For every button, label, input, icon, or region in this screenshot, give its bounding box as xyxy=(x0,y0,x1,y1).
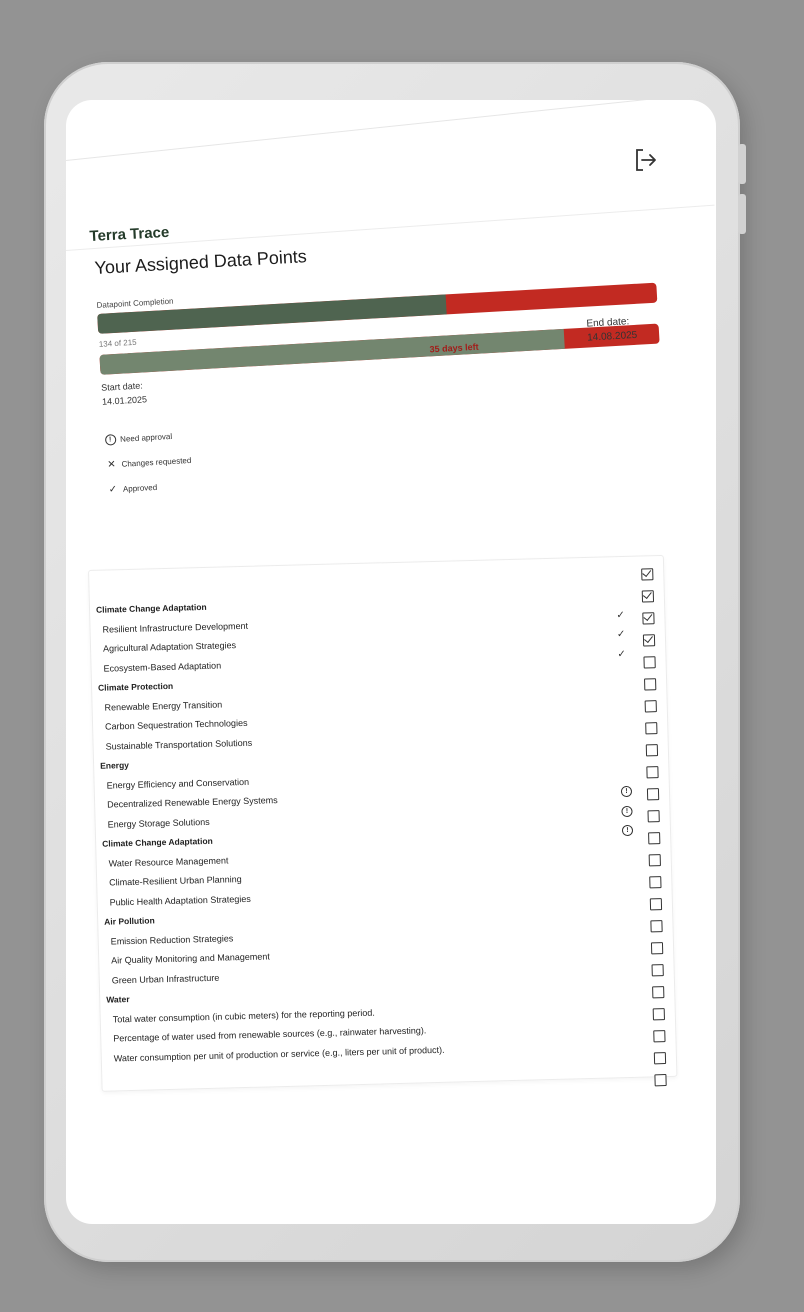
datapoint-label: Public Health Adaptation Strategies xyxy=(109,893,251,908)
row-checkbox[interactable] xyxy=(647,788,659,800)
alert-circle-icon: ! xyxy=(104,434,117,446)
category-label: Climate Protection xyxy=(97,680,174,693)
datapoints-panel xyxy=(88,555,677,1092)
row-checkbox[interactable] xyxy=(641,568,653,580)
volume-button xyxy=(738,194,746,234)
datapoint-label: Air Quality Monitoring and Management xyxy=(111,951,270,966)
datapoint-label: Resilient Infrastructure Development xyxy=(102,620,249,635)
completion-label: Datapoint Completion xyxy=(96,296,174,310)
row-checkbox[interactable] xyxy=(642,590,654,602)
row-checkbox[interactable] xyxy=(646,744,658,756)
days-left: 35 days left xyxy=(429,341,479,355)
status-legend xyxy=(104,403,667,495)
legend-label: Approved xyxy=(122,482,158,494)
legend-label: Changes requested xyxy=(121,455,192,469)
row-checkbox[interactable] xyxy=(645,722,657,734)
datapoint-list xyxy=(96,587,628,1068)
category-label: Water xyxy=(106,994,130,1005)
row-checkbox[interactable] xyxy=(649,876,661,888)
row-checkbox[interactable] xyxy=(647,810,659,822)
datapoint-label: Total water consumption (in cubic meters) for the reporting period. xyxy=(112,1007,375,1025)
row-checkbox[interactable] xyxy=(650,898,662,910)
alert-circle-icon: ! xyxy=(622,824,633,836)
row-checkbox[interactable] xyxy=(654,1052,666,1064)
datapoint-label: Climate-Resilient Urban Planning xyxy=(109,874,242,888)
row-checkbox[interactable] xyxy=(650,920,662,932)
datapoint-label: Renewable Energy Transition xyxy=(104,699,223,713)
datapoint-label: Decentralized Renewable Energy Systems xyxy=(107,795,278,810)
header-divider xyxy=(66,100,713,161)
completion-count: 134 of 215 xyxy=(98,337,137,349)
page-title: Your Assigned Data Points xyxy=(94,246,308,278)
row-checkbox[interactable] xyxy=(643,634,655,646)
start-date-value: 14.01.2025 xyxy=(101,394,148,407)
datapoint-label: Water Resource Management xyxy=(108,854,229,869)
row-checkbox[interactable] xyxy=(653,1030,665,1042)
start-date xyxy=(101,378,148,408)
row-checkbox[interactable] xyxy=(642,612,654,624)
tablet-frame xyxy=(44,62,740,1262)
datapoint-label: Water consumption per unit of production or service (e.g., liters per unit of product). xyxy=(113,1044,445,1063)
power-button xyxy=(738,144,746,184)
screen xyxy=(66,100,716,1224)
row-checkbox[interactable] xyxy=(649,854,661,866)
category-label: Air Pollution xyxy=(104,915,155,927)
category-label: Energy xyxy=(99,759,130,771)
alert-circle-icon: ! xyxy=(621,804,632,816)
datapoint-label: Energy Efficiency and Conservation xyxy=(106,776,250,791)
end-date-label: End date: xyxy=(586,316,630,330)
row-checkbox[interactable] xyxy=(653,1008,665,1020)
end-date-value: 14.08.2025 xyxy=(586,329,638,344)
check-icon: ✓ xyxy=(617,648,626,660)
end-date xyxy=(586,315,638,346)
app-logo: Terra Trace xyxy=(89,223,170,245)
x-icon: ✕ xyxy=(107,459,117,471)
row-checkbox[interactable] xyxy=(648,832,660,844)
datapoint-label: Agricultural Adaptation Strategies xyxy=(102,640,237,654)
row-checkbox[interactable] xyxy=(652,964,664,976)
checkbox-column xyxy=(641,568,669,1096)
legend-label: Need approval xyxy=(119,431,173,444)
start-date-label: Start date: xyxy=(100,380,144,393)
row-checkbox[interactable] xyxy=(645,700,657,712)
row-checkbox[interactable] xyxy=(646,766,658,778)
datapoint-label: Sustainable Transportation Solutions xyxy=(105,737,253,752)
datapoint-label: Percentage of water used from renewable sources (e.g., rainwater harvesting). xyxy=(113,1025,427,1044)
category-label: Climate Change Adaptation xyxy=(102,835,213,849)
datapoint-label: Energy Storage Solutions xyxy=(107,816,210,830)
check-icon: ✓ xyxy=(108,484,118,496)
category-label: Climate Change Adaptation xyxy=(95,601,207,615)
check-icon: ✓ xyxy=(616,609,625,621)
row-checkbox[interactable] xyxy=(644,678,656,690)
datapoint-label: Emission Reduction Strategies xyxy=(110,932,234,947)
row-checkbox[interactable] xyxy=(651,942,663,954)
summary-section xyxy=(94,227,667,510)
datapoint-label: Ecosystem-Based Adaptation xyxy=(103,660,222,674)
datapoint-label: Green Urban Infrastructure xyxy=(111,972,220,986)
check-icon: ✓ xyxy=(616,628,626,641)
alert-circle-icon: ! xyxy=(621,785,632,797)
datapoint-label: Carbon Sequestration Technologies xyxy=(104,717,248,732)
row-checkbox[interactable] xyxy=(643,656,655,668)
row-checkbox[interactable] xyxy=(652,986,664,998)
row-checkbox[interactable] xyxy=(654,1074,666,1086)
logout-icon[interactable] xyxy=(632,146,660,174)
